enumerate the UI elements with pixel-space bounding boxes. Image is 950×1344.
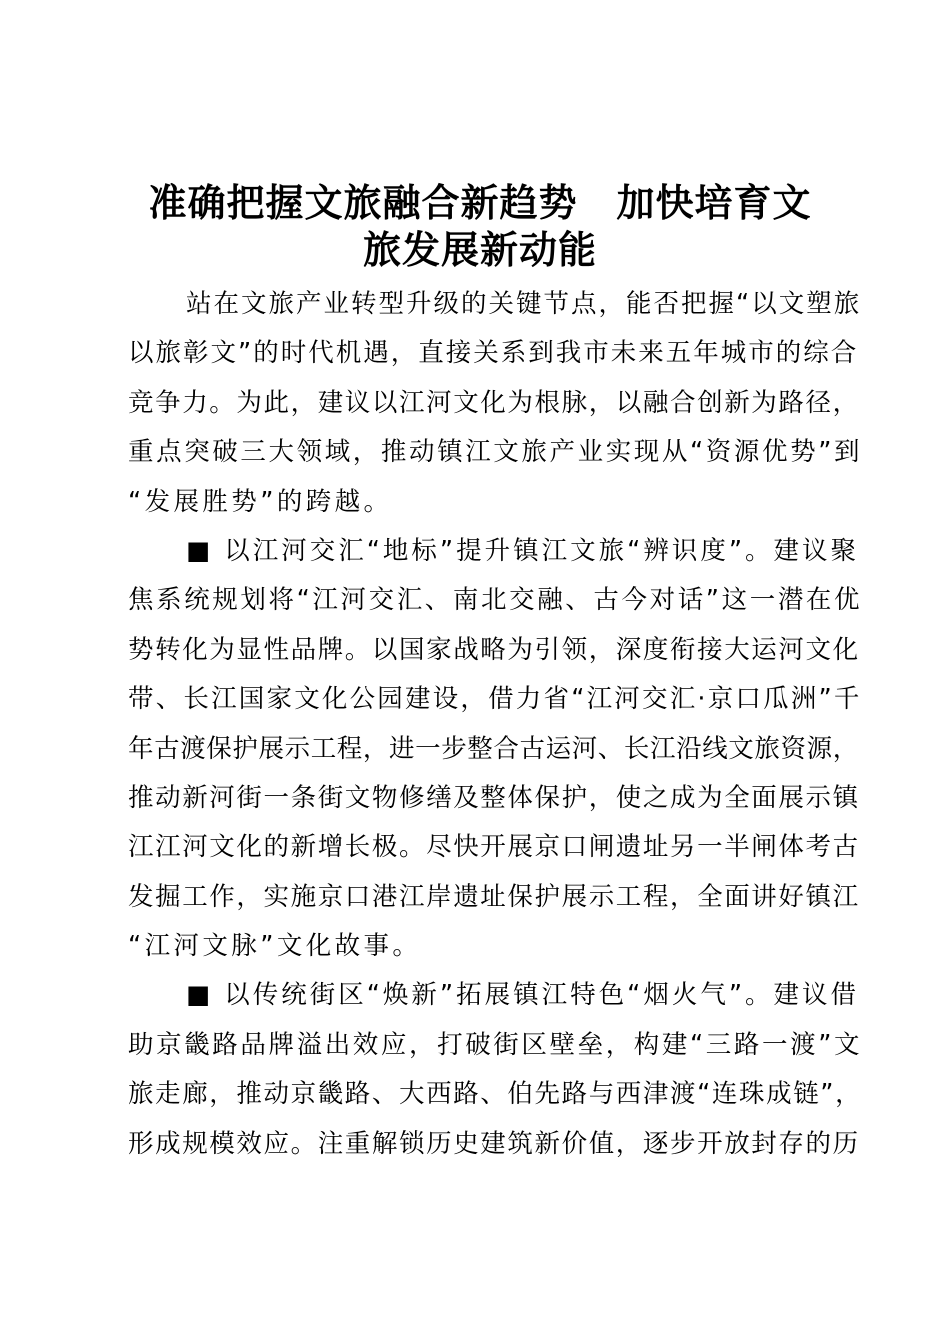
paragraph-streets — [128, 973, 863, 1171]
text-line: 以旅彰文”的时代机遇，直接关系到我市未来五年城市的综合 — [128, 338, 859, 369]
text-line: 形成规模效应。注重解锁历史建筑新价值，逐步开放封存的历 — [128, 1128, 860, 1159]
document-title — [118, 180, 842, 274]
text-line: 年古渡保护展示工程，进一步整合古运河、长江沿线文旅资源， — [128, 733, 859, 764]
text-line: ■ 以传统街区“焕新”拓展镇江特色“烟火气”。建议借 — [186, 980, 860, 1011]
text-line: 助京畿路品牌溢出效应，打破街区壁垒，构建“三路一渡”文 — [128, 1029, 863, 1060]
text-line: 焦系统规划将“江河交汇、南北交融、古今对话”这一潜在优 — [128, 585, 863, 616]
paragraph-intro — [128, 282, 863, 529]
title-line: 旅发展新动能 — [362, 228, 597, 272]
text-line: 站在文旅产业转型升级的关键节点，能否把握“以文塑旅 — [186, 289, 862, 319]
paragraph-landmark — [128, 529, 863, 974]
text-line: 推动新河街一条街文物修缮及整体保护，使之成为全面展示镇 — [128, 782, 860, 813]
text-line: “江河文脉”文化故事。 — [128, 931, 422, 962]
text-line: “发展胜势”的跨越。 — [128, 486, 393, 517]
document-body — [128, 282, 863, 1171]
text-line: ■ 以江河交汇“地标”提升镇江文旅“辨识度”。建议聚 — [186, 535, 860, 566]
text-line: 重点突破三大领域，推动镇江文旅产业实现从“资源优势”到 — [128, 437, 863, 468]
text-line: 江江河文化的新增长极。尽快开展京口闸遗址另一半闸体考古 — [128, 832, 860, 863]
title-line: 准确把握文旅融合新趋势 加快培育文 — [148, 181, 812, 225]
text-line: 旅走廊，推动京畿路、大西路、伯先路与西津渡“连珠成链”， — [128, 1079, 863, 1110]
text-line: 势转化为显性品牌。以国家战略为引领，深度衔接大运河文化 — [128, 634, 860, 665]
text-line: 发掘工作，实施京口港江岸遗址保护展示工程，全面讲好镇江 — [128, 881, 860, 912]
text-line: 竞争力。为此，建议以江河文化为根脉，以融合创新为路径， — [128, 387, 860, 418]
text-line: 带、长江国家文化公园建设，借力省“江河交汇·京口瓜洲”千 — [128, 684, 862, 715]
